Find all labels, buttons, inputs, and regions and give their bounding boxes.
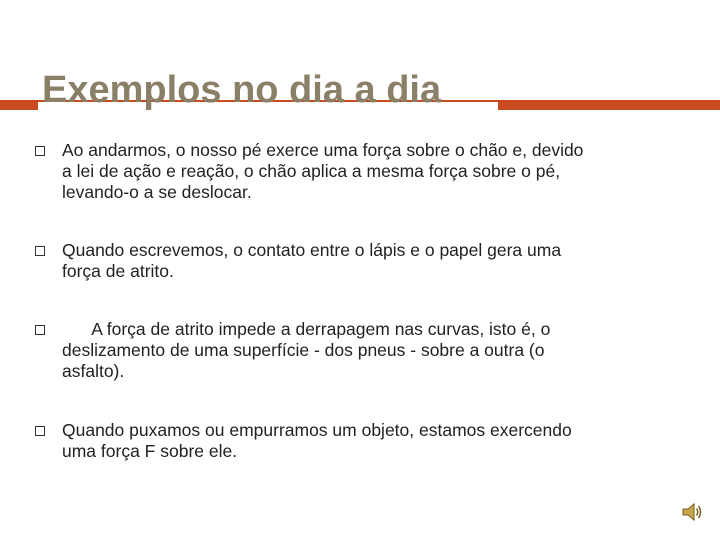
bullet-text: Quando escrevemos, o contato entre o lápis e o papel gera uma força de atrito. — [62, 240, 562, 281]
bullet-text: Quando puxamos ou empurramos um objeto, estamos exercendo uma força F sobre ele. — [62, 420, 572, 461]
speaker-icon[interactable] — [680, 500, 704, 524]
square-bullet-icon — [35, 246, 45, 256]
bullet-text: Ao andarmos, o nosso pé exerce uma força sobre o chão e, devido a lei de ação e reação, o chão aplica a mesma força sobre o pé, levando-o a se deslocar. — [62, 140, 584, 202]
square-bullet-icon — [35, 426, 45, 436]
bullet-text: A força de atrito impede a derrapagem nas curvas, isto é, o deslizamento de uma superfície - dos pneus - sobre a outra (o asfalto). — [62, 319, 551, 381]
square-bullet-icon — [35, 325, 45, 335]
square-bullet-icon — [35, 146, 45, 156]
slide-title: Exemplos no dia a dia — [42, 69, 442, 111]
